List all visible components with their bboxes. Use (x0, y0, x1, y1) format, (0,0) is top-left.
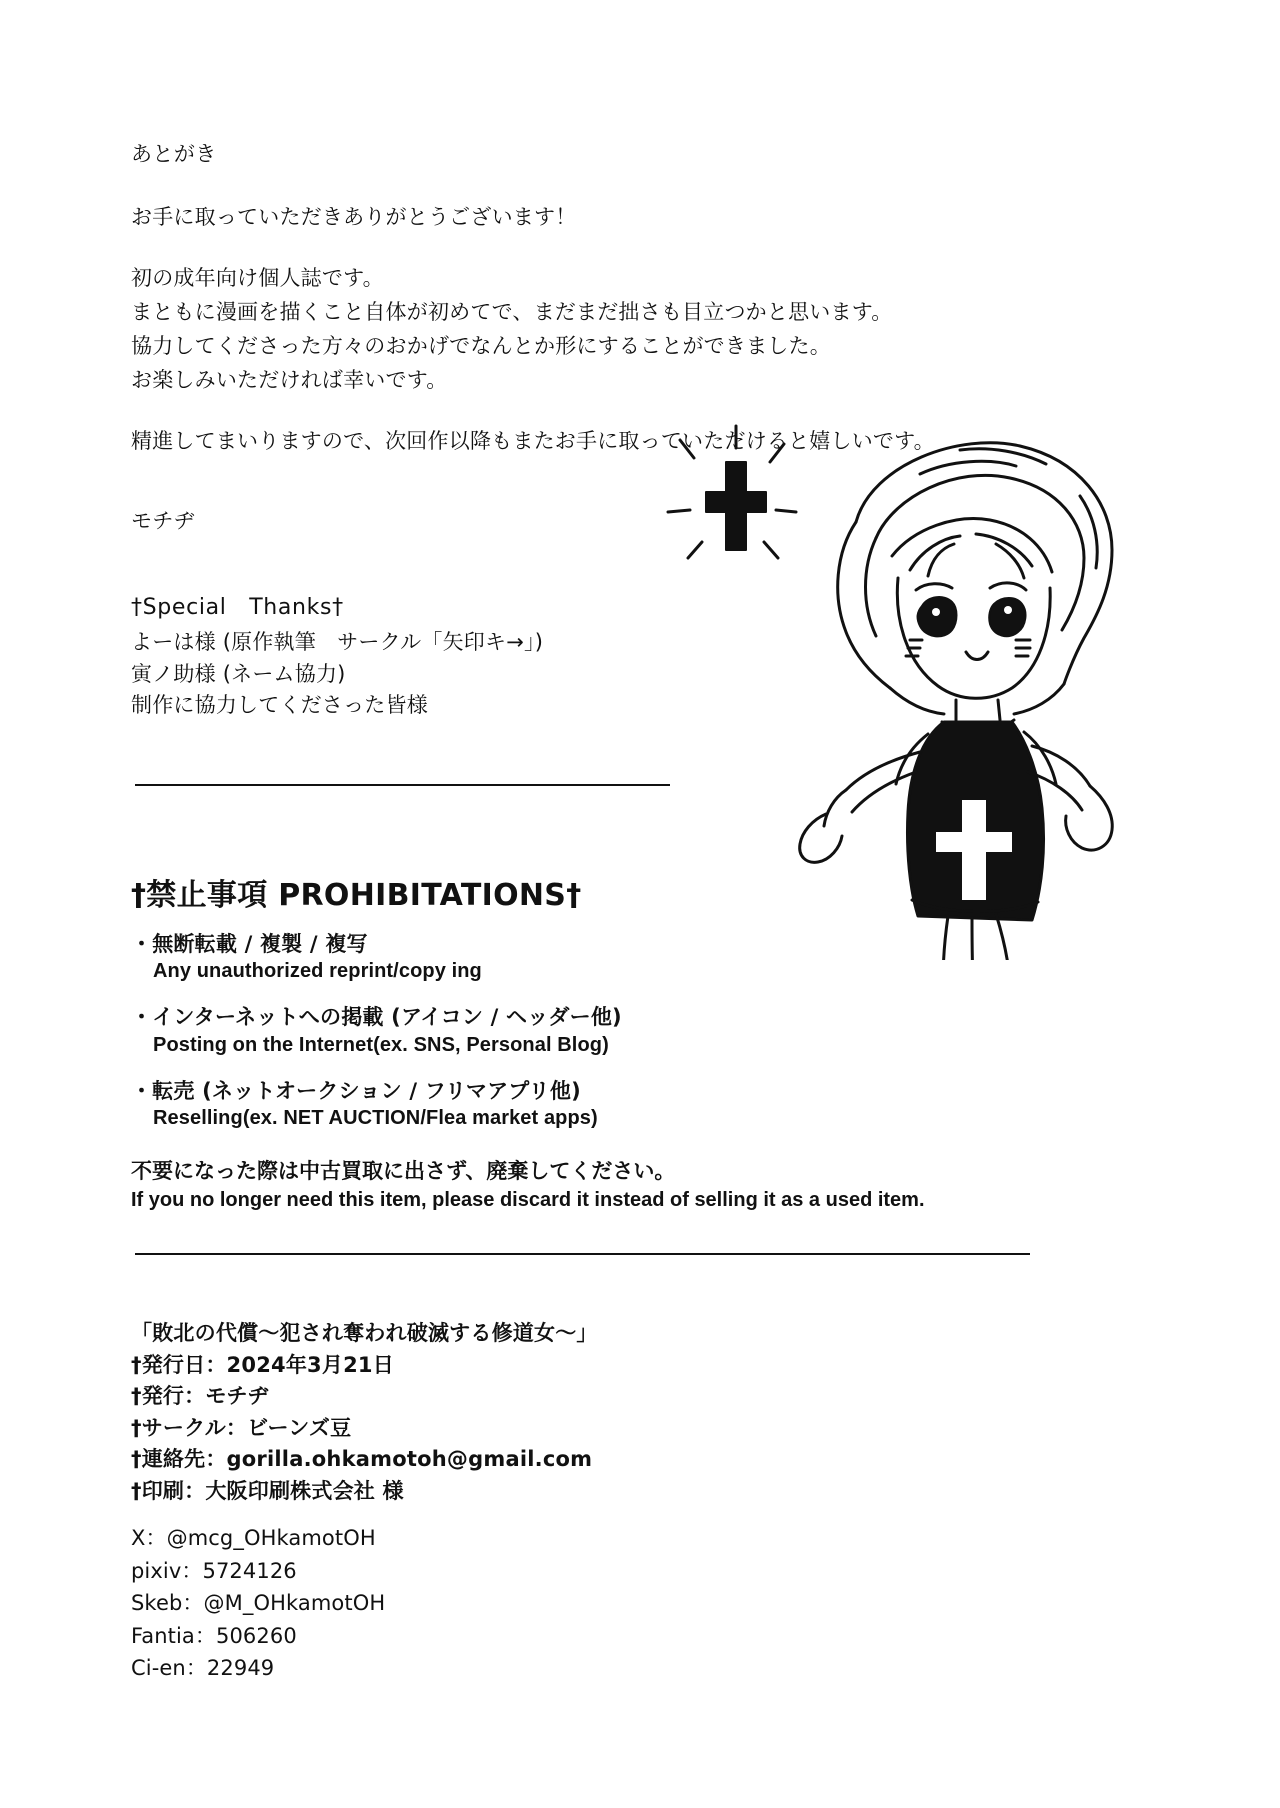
social-fantia: Fantia：506260 (131, 1623, 297, 1648)
chibi-nun-sketch-illustration (660, 400, 1220, 960)
colophon-circle: †サークル：ビーンズ豆 (131, 1415, 352, 1440)
afterword-paragraph-2: 精進してまいりますので、次回作以降もまたお手に取っていただけると嬉しいです。 (131, 429, 935, 454)
divider-upper (135, 784, 670, 786)
afterword-thanks-line: お手に取っていただきありがとうございます！ (131, 205, 577, 230)
special-thanks-line-3: 制作に協力してくださった皆様 (131, 693, 428, 717)
prohibitions-heading: †禁止事項 PROHIBITATIONS† (131, 878, 582, 913)
colophon-section (131, 1318, 931, 1507)
prohibitions-footer-jp: 不要になった際は中古買取に出さず、廃棄してください。 (131, 1159, 676, 1184)
afterword-signature: モチヂ (131, 509, 196, 534)
special-thanks-section (131, 590, 751, 722)
prohibition-item-en: Posting on the Internet(ex. SNS, Personal Blog) (153, 1033, 609, 1056)
afterword-paragraph-1-line-2: まともに漫画を描くこと自体が初めてで、まだまだ拙さも目立つかと思います。 (131, 300, 893, 325)
special-thanks-line-1: よーは様 (原作執筆 サークル「矢印キ→」) (131, 630, 544, 654)
prohibitions-footer (131, 1156, 1011, 1215)
prohibition-item (131, 1077, 1011, 1132)
special-thanks-heading: †Special Thanks† (131, 595, 344, 620)
divider-lower (135, 1253, 1030, 1255)
special-thanks-line-2: 寅ノ助様 (ネーム協力) (131, 661, 346, 686)
afterword-heading: あとがき (131, 142, 217, 166)
prohibitions-footer-en: If you no longer need this item, please discard it instead of selling it as a used item. (131, 1189, 925, 1212)
prohibition-item-jp: ・無断転載 / 複製 / 複写 (131, 932, 368, 956)
socials-section (131, 1522, 731, 1685)
afterword-paragraph-1-line-3: 協力してくださった方々のおかげでなんとか形にすることができました。 (131, 334, 831, 359)
social-skeb: Skeb：@M_OHkamotOH (131, 1591, 386, 1616)
chibi-nun-sketch-svg (660, 400, 1220, 960)
prohibition-item (131, 1003, 1011, 1058)
afterword-paragraph-1-line-1: 初の成年向け個人誌です。 (131, 266, 384, 291)
prohibition-item-jp: ・転売 (ネットオークション / フリマアプリ他) (131, 1078, 581, 1103)
colophon-title: 「敗北の代償〜犯され奪われ破滅する修道女〜」 (131, 1321, 598, 1345)
prohibition-item-en: Any unauthorized reprint/copy ing (153, 960, 482, 983)
afterword-paragraph-1 (131, 261, 1011, 397)
afterword-paragraph-1-line-4: お楽しみいただければ幸いです。 (131, 368, 448, 393)
colophon-publisher: †発行：モチヂ (131, 1384, 269, 1408)
social-cien: Ci-en：22949 (131, 1656, 275, 1681)
social-x: X：@mcg_OHkamotOH (131, 1526, 376, 1550)
prohibition-item-jp: ・インターネットへの掲載 (アイコン / ヘッダー他) (131, 1005, 622, 1030)
social-pixiv: pixiv：5724126 (131, 1558, 297, 1583)
colophon-printer: †印刷：大阪印刷株式会社 様 (131, 1478, 404, 1503)
prohibition-item-en: Reselling(ex. NET AUCTION/Flea market apps) (153, 1107, 598, 1130)
colophon-contact: †連絡先：gorilla.ohkamotoh@gmail.com (131, 1447, 593, 1471)
colophon-publish-date: †発行日：2024年3月21日 (131, 1352, 394, 1377)
